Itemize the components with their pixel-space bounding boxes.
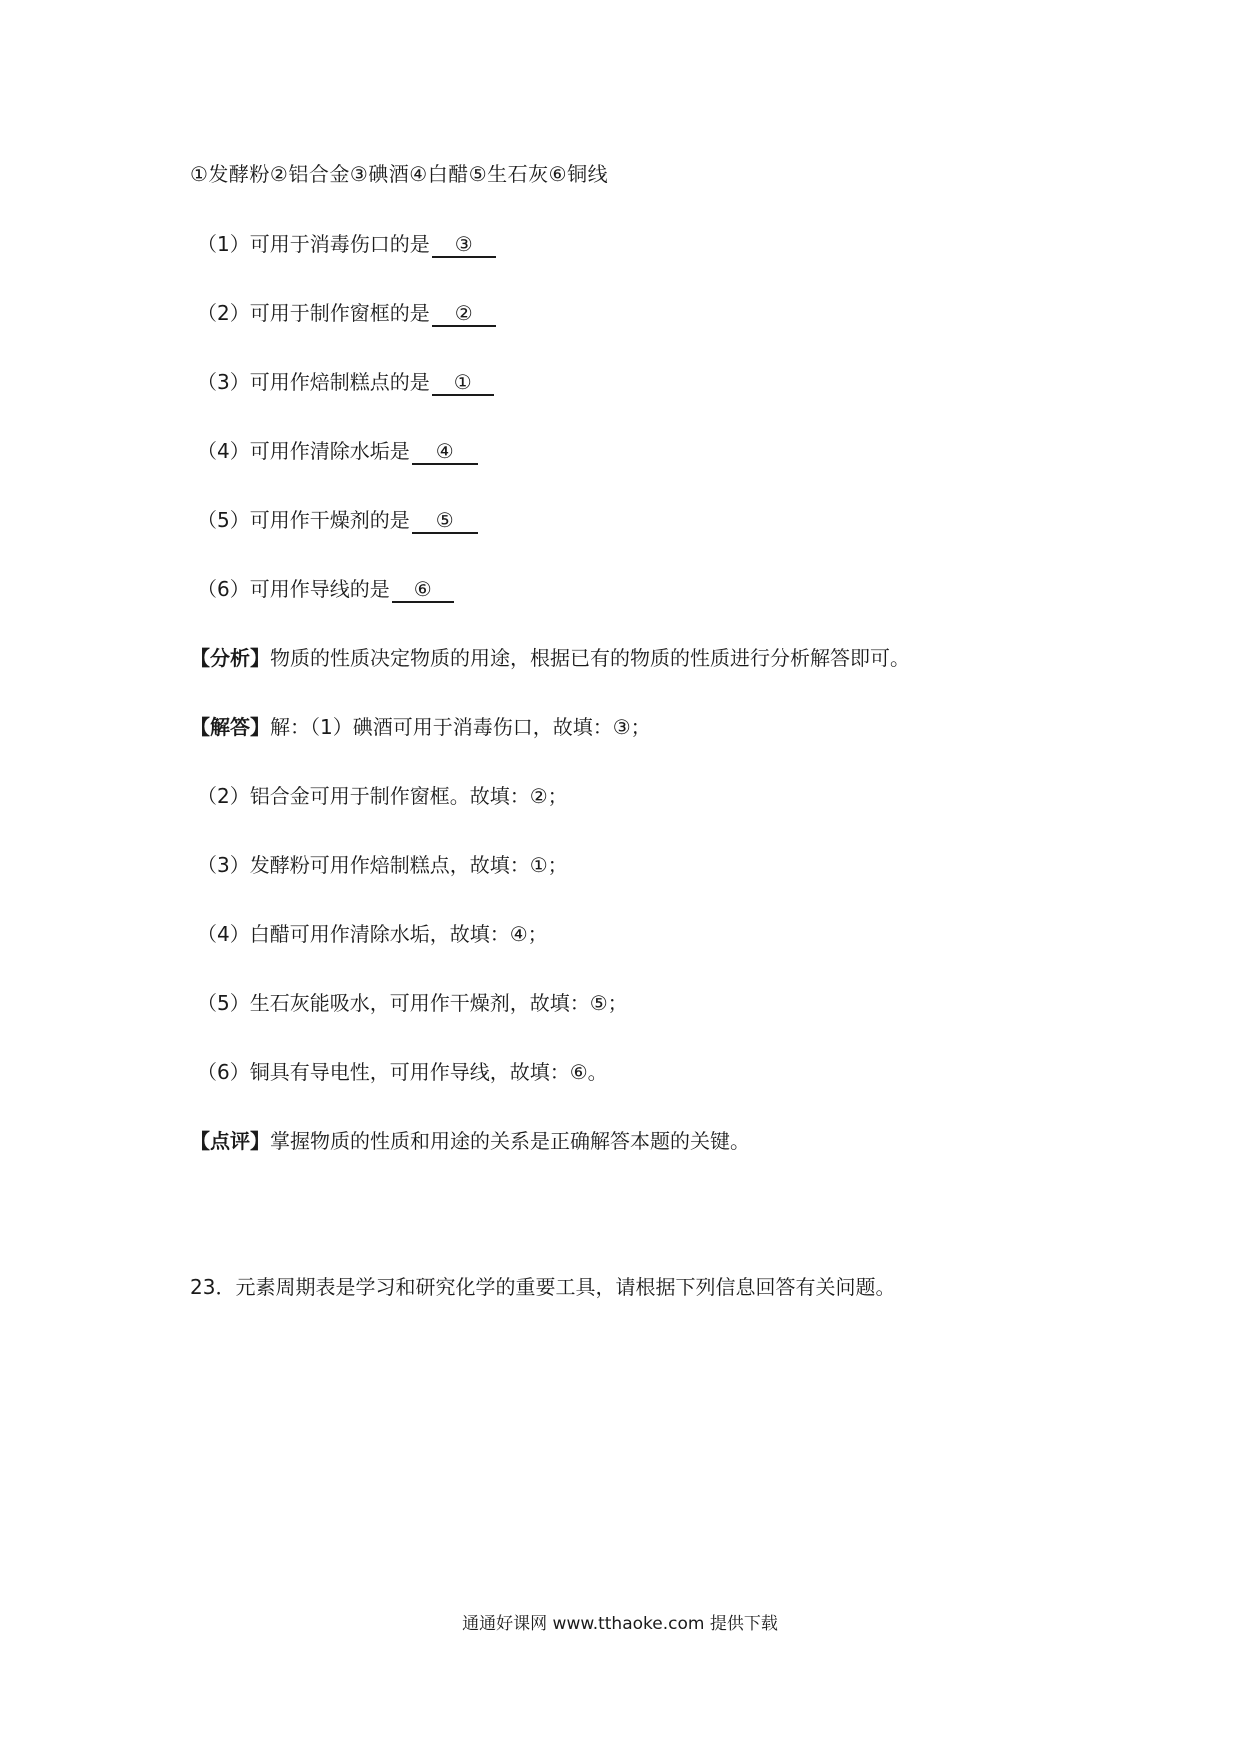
- answer-blank: ⑤: [412, 508, 478, 534]
- question-number: （1）: [197, 232, 250, 256]
- question-2: [197, 299, 496, 327]
- question-5: [197, 506, 478, 534]
- question-6: [197, 575, 454, 603]
- answer-blank: ⑥: [392, 577, 454, 603]
- question-stem: 可用作清除水垢是: [249, 439, 410, 463]
- solution-paragraph: [190, 713, 651, 741]
- comment-text: 掌握物质的性质和用途的关系是正确解答本题的关键。: [270, 1129, 750, 1153]
- analysis-text: 物质的性质决定物质的用途，根据已有的物质的性质进行分析解答即可。: [270, 646, 910, 670]
- solution-line: （4）白醋可用作清除水垢，故填：④；: [197, 922, 548, 946]
- analysis-paragraph: [190, 644, 910, 672]
- solution-line: （3）发酵粉可用作焙制糕点，故填：①；: [197, 853, 568, 877]
- solution-tag: 【解答】: [190, 715, 270, 739]
- question-3: [197, 368, 494, 396]
- question-stem: 可用作焙制糕点的是: [249, 370, 430, 394]
- question-number: （6）: [197, 577, 250, 601]
- question-number: （3）: [197, 370, 250, 394]
- comment-tag: 【点评】: [190, 1129, 270, 1153]
- solution-first-line: 解：（1）碘酒可用于消毒伤口，故填：③；: [270, 715, 651, 739]
- answer-blank: ③: [432, 232, 496, 258]
- solution-line: （5）生石灰能吸水，可用作干燥剂，故填：⑤；: [197, 991, 628, 1015]
- question-number: （2）: [197, 301, 250, 325]
- question-number: （4）: [197, 439, 250, 463]
- options-line: ①发酵粉②铝合金③碘酒④白醋⑤生石灰⑥铜线: [190, 162, 609, 186]
- question-4: [197, 437, 478, 465]
- question-stem: 可用作导线的是: [249, 577, 390, 601]
- question-stem: 可用于制作窗框的是: [249, 301, 430, 325]
- solution-line: （2）铝合金可用于制作窗框。故填：②；: [197, 784, 568, 808]
- answer-blank: ②: [432, 301, 496, 327]
- answer-blank: ④: [412, 439, 478, 465]
- comment-paragraph: [190, 1127, 750, 1155]
- question-stem: 可用于消毒伤口的是: [249, 232, 430, 256]
- answer-blank: ①: [432, 370, 494, 396]
- page-footer: 通通好课网 www.tthaoke.com 提供下载: [462, 1614, 778, 1634]
- question-number: （5）: [197, 508, 250, 532]
- solution-line: （6）铜具有导电性，可用作导线，故填：⑥。: [197, 1060, 608, 1084]
- question-23: 23．元素周期表是学习和研究化学的重要工具，请根据下列信息回答有关问题。: [190, 1275, 896, 1299]
- question-stem: 可用作干燥剂的是: [249, 508, 410, 532]
- question-1: [197, 230, 496, 258]
- analysis-tag: 【分析】: [190, 646, 270, 670]
